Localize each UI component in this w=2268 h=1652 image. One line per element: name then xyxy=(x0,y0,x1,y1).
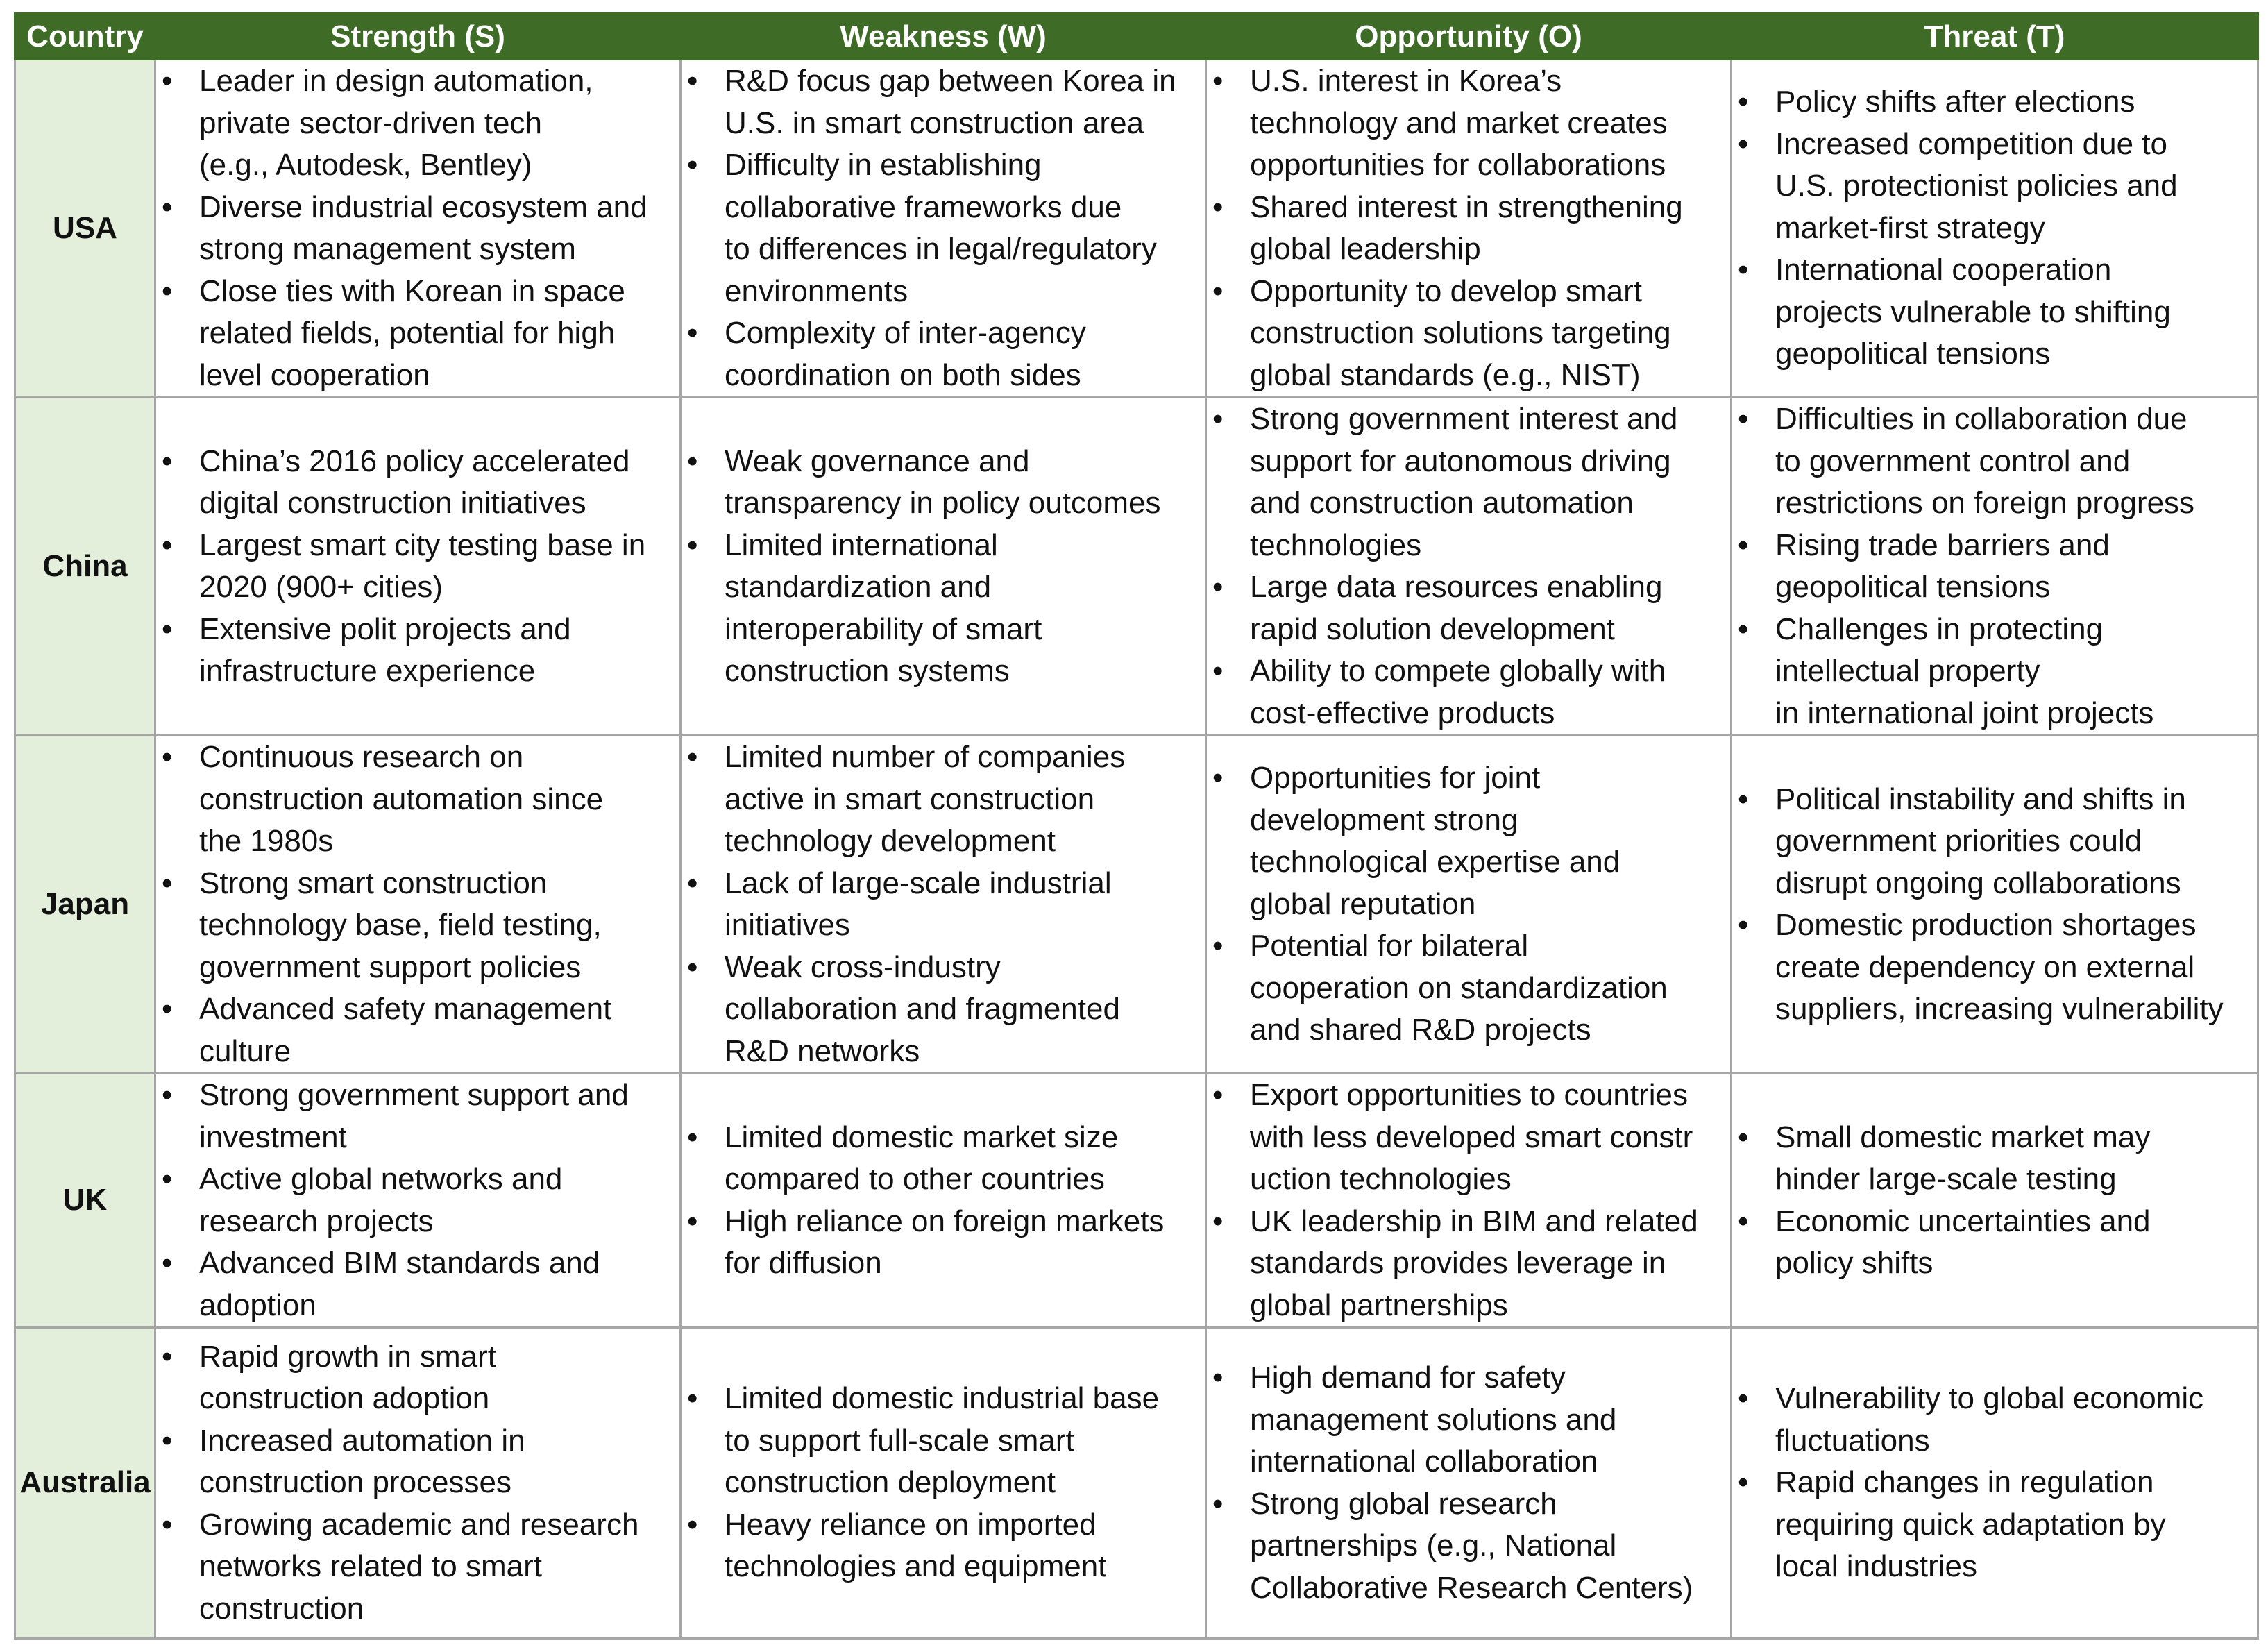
list-item xyxy=(156,1242,675,1326)
list-item xyxy=(682,1117,1201,1201)
list-item xyxy=(1207,398,1726,566)
threat-list xyxy=(1732,1117,2253,1285)
list-item xyxy=(1207,566,1726,650)
threat-list xyxy=(1732,1378,2253,1588)
list-item-text: Small domestic market may hinder large-scale testing xyxy=(1775,1120,2151,1196)
opportunity-list xyxy=(1207,1074,1726,1326)
bullet-icon: • xyxy=(687,444,698,478)
list-item xyxy=(156,988,675,1072)
bullet-icon: • xyxy=(1212,761,1224,795)
list-item-text: Strong global research partnerships (e.g., National Collaborative Research Centers) xyxy=(1250,1486,1693,1605)
list-item-text: International cooperation projects vulnerable to shifting geopolitical tensions xyxy=(1775,253,2171,371)
bullet-icon: • xyxy=(687,1381,698,1416)
bullet-icon: • xyxy=(1738,126,1749,161)
list-item xyxy=(1732,904,2253,1031)
list-item-text: Advanced BIM standards and adoption xyxy=(199,1246,600,1322)
list-item-text: Rapid changes in regulation requiring quick adaptation by local industries xyxy=(1775,1465,2166,1584)
bullet-icon: • xyxy=(162,1246,173,1280)
bullet-icon: • xyxy=(162,1423,173,1458)
list-item xyxy=(682,144,1201,312)
bullet-icon: • xyxy=(162,189,173,224)
list-item xyxy=(1207,925,1726,1052)
strength-cell xyxy=(155,398,681,736)
bullet-icon: • xyxy=(1212,273,1224,308)
bullet-icon: • xyxy=(1212,1360,1224,1394)
list-item-text: Opportunity to develop smart construction solutions targeting global standards (e.g., NIST) xyxy=(1250,273,1671,392)
list-item-text: Limited international standardization and interoperability of smart construction systems xyxy=(725,528,1042,688)
list-item xyxy=(1732,609,2253,735)
list-item-text: Rapid growth in smart construction adoption xyxy=(199,1339,496,1416)
bullet-icon: • xyxy=(687,64,698,98)
threat-cell xyxy=(1732,1328,2258,1639)
bullet-icon: • xyxy=(1212,1204,1224,1238)
bullet-icon: • xyxy=(162,444,173,478)
bullet-icon: • xyxy=(1738,528,1749,562)
bullet-icon: • xyxy=(1738,1465,1749,1500)
weakness-cell xyxy=(681,1328,1206,1639)
threat-list xyxy=(1732,398,2253,734)
list-item-text: Strong government support and investment xyxy=(199,1078,629,1154)
table-row xyxy=(15,1328,2258,1639)
list-item xyxy=(156,1504,675,1630)
list-item-text: Leader in design automation, private sector-driven tech (e.g., Autodesk, Bentley) xyxy=(199,64,593,182)
strength-cell xyxy=(155,60,681,398)
list-item xyxy=(1207,1074,1726,1201)
list-item xyxy=(682,1504,1201,1588)
bullet-icon: • xyxy=(687,528,698,562)
list-item xyxy=(1207,187,1726,271)
bullet-icon: • xyxy=(162,528,173,562)
list-item-text: Difficulty in establishing collaborative frameworks due to differences in legal/regulatory environments xyxy=(725,148,1157,308)
list-item xyxy=(1207,757,1726,925)
list-item-text: Policy shifts after elections xyxy=(1775,85,2135,119)
threat-cell xyxy=(1732,60,2258,398)
strength-cell xyxy=(155,1074,681,1328)
list-item xyxy=(156,863,675,989)
country-cell: UK xyxy=(15,1074,155,1328)
list-item-text: Advanced safety management culture xyxy=(199,992,612,1068)
list-item-text: Vulnerability to global economic fluctuations xyxy=(1775,1381,2204,1458)
list-item xyxy=(156,1074,675,1158)
list-item-text: Opportunities for joint development strong technological expertise and global reputation xyxy=(1250,761,1620,921)
list-item-text: Growing academic and research networks related to smart construction xyxy=(199,1507,639,1626)
list-item xyxy=(682,1378,1201,1504)
list-item-text: Large data resources enabling rapid solution development xyxy=(1250,570,1663,646)
list-item xyxy=(682,60,1201,144)
list-item-text: Increased competition due to U.S. protectionist policies and market-first strategy xyxy=(1775,126,2178,245)
country-cell: USA xyxy=(15,60,155,398)
bullet-icon: • xyxy=(162,273,173,308)
list-item-text: U.S. interest in Korea’s technology and market creates opportunities for collaborations xyxy=(1250,64,1668,182)
bullet-icon: • xyxy=(1212,189,1224,224)
list-item-text: High demand for safety management solutions and international collaboration xyxy=(1250,1360,1617,1478)
list-item xyxy=(1732,1462,2253,1588)
bullet-icon: • xyxy=(1738,782,1749,816)
table-row xyxy=(15,736,2258,1074)
bullet-icon: • xyxy=(687,1120,698,1154)
list-item xyxy=(1732,779,2253,905)
bullet-icon: • xyxy=(1738,253,1749,287)
bullet-icon: • xyxy=(1212,1486,1224,1521)
list-item xyxy=(156,736,675,863)
bullet-icon: • xyxy=(687,148,698,182)
list-item xyxy=(682,312,1201,396)
bullet-icon: • xyxy=(1212,570,1224,604)
list-item xyxy=(156,1420,675,1504)
weakness-cell xyxy=(681,60,1206,398)
opportunity-list xyxy=(1207,60,1726,396)
list-item-text: Political instability and shifts in government priorities could disrupt ongoing collaborations xyxy=(1775,782,2186,900)
threat-cell xyxy=(1732,1074,2258,1328)
header-threat: Threat (T) xyxy=(1732,14,2258,60)
list-item-text: Shared interest in strengthening global leadership xyxy=(1250,189,1683,266)
list-item-text: Continuous research on construction automation since the 1980s xyxy=(199,740,604,858)
bullet-icon: • xyxy=(162,1507,173,1542)
bullet-icon: • xyxy=(1738,908,1749,942)
bullet-icon: • xyxy=(687,1204,698,1238)
bullet-icon: • xyxy=(162,612,173,646)
bullet-icon: • xyxy=(687,1507,698,1542)
bullet-icon: • xyxy=(1738,1120,1749,1154)
bullet-icon: • xyxy=(1212,402,1224,436)
list-item-text: Limited number of companies active in smart construction technology development xyxy=(725,740,1126,858)
bullet-icon: • xyxy=(687,866,698,900)
list-item-text: Potential for bilateral cooperation on standardization and shared R&D projects xyxy=(1250,929,1668,1047)
bullet-icon: • xyxy=(1212,1078,1224,1112)
list-item-text: Rising trade barriers and geopolitical tensions xyxy=(1775,528,2110,604)
strength-list xyxy=(156,1336,675,1630)
list-item-text: Export opportunities to countries with less developed smart constr uction technologies xyxy=(1250,1078,1693,1196)
list-item-text: Challenges in protecting intellectual property in international joint projects xyxy=(1775,612,2154,730)
list-item xyxy=(156,609,675,693)
list-item-text: Close ties with Korean in space related fields, potential for high level cooperation xyxy=(199,273,625,392)
list-item xyxy=(1207,1201,1726,1327)
header-strength: Strength (S) xyxy=(155,14,681,60)
weakness-cell xyxy=(681,1074,1206,1328)
list-item xyxy=(682,525,1201,693)
country-cell: Australia xyxy=(15,1328,155,1639)
opportunity-cell xyxy=(1206,398,1732,736)
list-item-text: Increased automation in construction processes xyxy=(199,1423,525,1500)
bullet-icon: • xyxy=(162,1339,173,1374)
list-item xyxy=(1732,1201,2253,1285)
bullet-icon: • xyxy=(1738,402,1749,436)
bullet-icon: • xyxy=(1738,85,1749,119)
list-item-text: Weak governance and transparency in policy outcomes xyxy=(725,444,1161,520)
bullet-icon: • xyxy=(162,64,173,98)
bullet-icon: • xyxy=(162,1162,173,1196)
weakness-list xyxy=(682,1117,1201,1285)
list-item xyxy=(156,187,675,271)
list-item xyxy=(156,525,675,609)
list-item xyxy=(156,1158,675,1242)
country-cell: Japan xyxy=(15,736,155,1074)
list-item xyxy=(1732,398,2253,525)
list-item-text: Difficulties in collaboration due to government control and restrictions on foreign progress xyxy=(1775,402,2195,520)
list-item-text: Domestic production shortages create dependency on external suppliers, increasing vulnerability xyxy=(1775,908,2224,1026)
table-row xyxy=(15,60,2258,398)
bullet-icon: • xyxy=(687,950,698,984)
opportunity-cell xyxy=(1206,60,1732,398)
threat-list xyxy=(1732,81,2253,376)
list-item xyxy=(1207,271,1726,397)
opportunity-list xyxy=(1207,757,1726,1052)
list-item xyxy=(156,60,675,187)
list-item-text: Ability to compete globally with cost-effective products xyxy=(1250,654,1666,730)
header-row xyxy=(15,14,2258,60)
weakness-list xyxy=(682,441,1201,693)
list-item-text: China’s 2016 policy accelerated digital construction initiatives xyxy=(199,444,630,520)
swot-table xyxy=(14,12,2259,1640)
bullet-icon: • xyxy=(687,316,698,350)
list-item xyxy=(682,1201,1201,1285)
list-item xyxy=(1207,60,1726,187)
table-body xyxy=(15,60,2258,1639)
list-item-text: High reliance on foreign markets for diffusion xyxy=(725,1204,1165,1280)
table-row xyxy=(15,398,2258,736)
strength-list xyxy=(156,736,675,1072)
weakness-list xyxy=(682,60,1201,396)
list-item-text: Largest smart city testing base in 2020 (900+ cities) xyxy=(199,528,646,604)
weakness-list xyxy=(682,1378,1201,1588)
list-item xyxy=(156,441,675,525)
list-item-text: Strong smart construction technology base, field testing, government support policies xyxy=(199,866,602,984)
opportunity-cell xyxy=(1206,1328,1732,1639)
list-item xyxy=(1207,1483,1726,1610)
weakness-list xyxy=(682,736,1201,1072)
list-item-text: Weak cross-industry collaboration and fragmented R&D networks xyxy=(725,950,1120,1068)
bullet-icon: • xyxy=(1738,612,1749,646)
list-item xyxy=(1732,1117,2253,1201)
bullet-icon: • xyxy=(1212,64,1224,98)
list-item-text: Lack of large-scale industrial initiatives xyxy=(725,866,1112,942)
list-item xyxy=(682,441,1201,525)
list-item xyxy=(1732,81,2253,124)
list-item-text: Heavy reliance on imported technologies and equipment xyxy=(725,1507,1107,1584)
list-item xyxy=(1207,650,1726,734)
bullet-icon: • xyxy=(1212,929,1224,963)
header-opportunity: Opportunity (O) xyxy=(1206,14,1732,60)
list-item xyxy=(1207,1357,1726,1483)
country-cell: China xyxy=(15,398,155,736)
opportunity-list xyxy=(1207,1357,1726,1609)
opportunity-cell xyxy=(1206,1074,1732,1328)
list-item-text: Limited domestic market size compared to other countries xyxy=(725,1120,1119,1196)
header-country: Country xyxy=(15,14,155,60)
list-item xyxy=(682,863,1201,947)
strength-cell xyxy=(155,736,681,1074)
bullet-icon: • xyxy=(162,1078,173,1112)
table-row xyxy=(15,1074,2258,1328)
threat-cell xyxy=(1732,736,2258,1074)
list-item xyxy=(156,271,675,397)
bullet-icon: • xyxy=(162,866,173,900)
list-item xyxy=(682,736,1201,863)
strength-list xyxy=(156,441,675,693)
list-item-text: Limited domestic industrial base to support full-scale smart construction deployment xyxy=(725,1381,1160,1500)
strength-list xyxy=(156,60,675,396)
list-item xyxy=(1732,525,2253,609)
threat-cell xyxy=(1732,398,2258,736)
bullet-icon: • xyxy=(162,992,173,1026)
list-item-text: R&D focus gap between Korea in U.S. in smart construction area xyxy=(725,64,1176,140)
opportunity-cell xyxy=(1206,736,1732,1074)
bullet-icon: • xyxy=(687,740,698,774)
list-item-text: Economic uncertainties and policy shifts xyxy=(1775,1204,2151,1280)
bullet-icon: • xyxy=(1738,1204,1749,1238)
table-header xyxy=(15,14,2258,60)
list-item xyxy=(682,947,1201,1073)
weakness-cell xyxy=(681,736,1206,1074)
list-item-text: Strong government interest and support for autonomous driving and construction automation technologies xyxy=(1250,402,1678,562)
list-item-text: Diverse industrial ecosystem and strong management system xyxy=(199,189,648,266)
list-item xyxy=(1732,1378,2253,1462)
list-item-text: Extensive polit projects and infrastructure experience xyxy=(199,612,571,688)
list-item-text: Active global networks and research projects xyxy=(199,1162,563,1238)
strength-cell xyxy=(155,1328,681,1639)
bullet-icon: • xyxy=(1212,654,1224,688)
list-item-text: Complexity of inter-agency coordination on both sides xyxy=(725,316,1086,392)
weakness-cell xyxy=(681,398,1206,736)
header-weakness: Weakness (W) xyxy=(681,14,1206,60)
list-item xyxy=(156,1336,675,1420)
threat-list xyxy=(1732,779,2253,1031)
list-item xyxy=(1732,124,2253,250)
bullet-icon: • xyxy=(1738,1381,1749,1416)
opportunity-list xyxy=(1207,398,1726,734)
bullet-icon: • xyxy=(162,740,173,774)
list-item-text: UK leadership in BIM and related standards provides leverage in global partnerships xyxy=(1250,1204,1698,1322)
strength-list xyxy=(156,1074,675,1326)
list-item xyxy=(1732,249,2253,376)
